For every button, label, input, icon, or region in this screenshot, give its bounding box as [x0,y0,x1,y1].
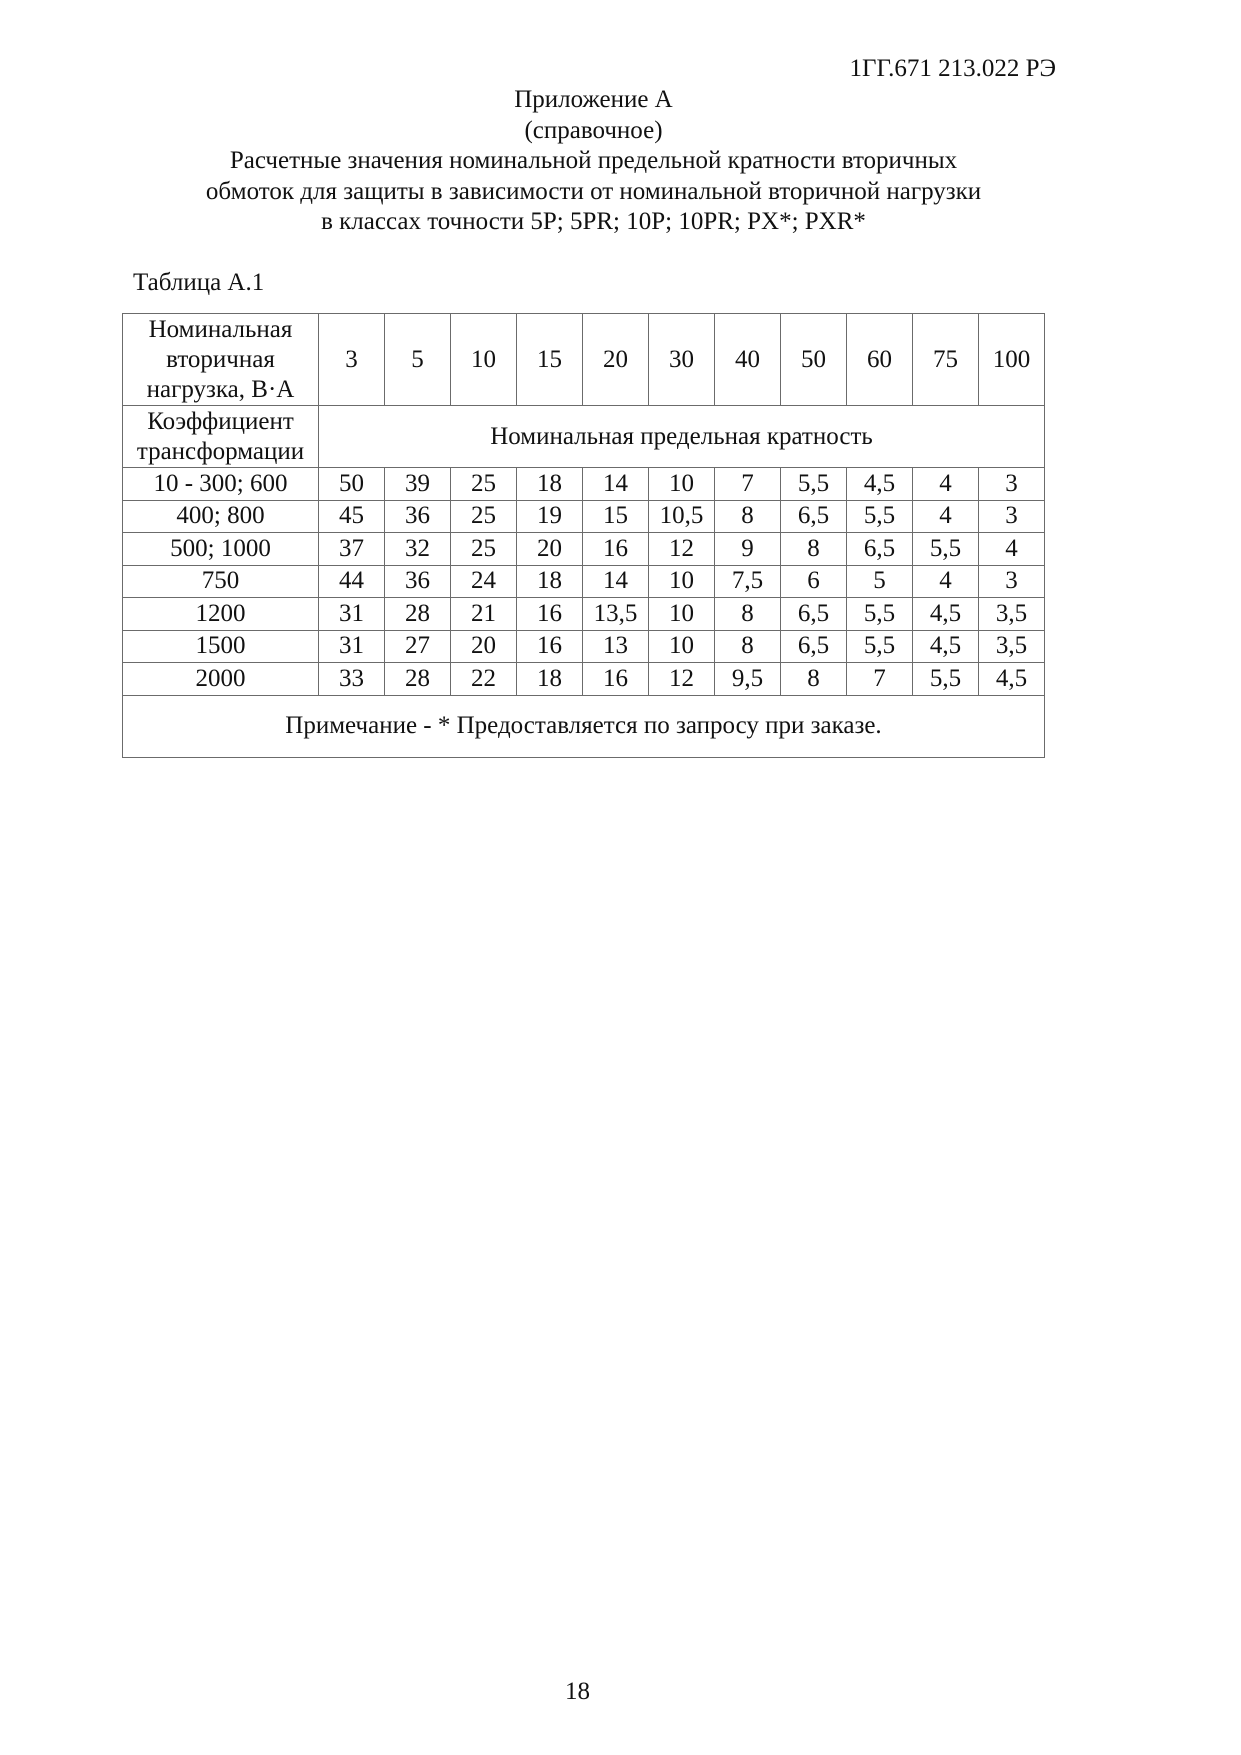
limit-factor-cell: 3,5 [979,598,1045,631]
ratio-cell: 1500 [123,630,319,663]
limit-factor-cell: 12 [649,663,715,696]
limit-factor-cell: 28 [385,598,451,631]
limit-factor-cell: 4 [979,533,1045,566]
load-value-cell: 75 [913,314,979,406]
limit-factor-cell: 4 [913,500,979,533]
load-header-cell [123,314,319,406]
limit-factor-cell: 6,5 [847,533,913,566]
load-value-cell: 100 [979,314,1045,406]
limit-factor-cell: 18 [517,663,583,696]
table-row [123,663,1045,696]
limit-factor-cell: 7 [715,468,781,501]
limit-factor-cell: 22 [451,663,517,696]
limit-factor-cell: 10 [649,630,715,663]
limit-factor-cell: 20 [451,630,517,663]
note-row [123,695,1045,757]
limit-factor-cell: 12 [649,533,715,566]
limit-factor-cell: 8 [781,663,847,696]
ratio-header-cell [123,406,319,468]
limit-factor-cell: 8 [715,598,781,631]
accuracy-limit-factor-table [122,313,1045,758]
load-value-cell: 60 [847,314,913,406]
limit-factor-cell: 9 [715,533,781,566]
ratio-cell: 2000 [123,663,319,696]
limit-factor-cell: 4 [913,565,979,598]
load-value-cell: 30 [649,314,715,406]
ratio-cell: 500; 1000 [123,533,319,566]
table-row [123,630,1045,663]
limit-factor-cell: 9,5 [715,663,781,696]
load-header-line: вторичная [166,345,275,373]
limit-factor-cell: 4,5 [913,630,979,663]
limit-factor-cell: 44 [319,565,385,598]
load-value-cell: 5 [385,314,451,406]
limit-factor-cell: 33 [319,663,385,696]
limit-factor-cell: 4 [913,468,979,501]
load-header-row [123,314,1045,406]
limit-factor-cell: 10 [649,565,715,598]
load-header-line: Номинальная [148,315,293,343]
limit-factor-cell: 16 [583,663,649,696]
limit-factor-cell: 8 [715,500,781,533]
limit-factor-cell: 19 [517,500,583,533]
limit-factor-cell: 18 [517,565,583,598]
ratio-cell: 1200 [123,598,319,631]
limit-factor-cell: 10 [649,598,715,631]
limit-factor-cell: 5,5 [781,468,847,501]
limit-factor-cell: 6 [781,565,847,598]
table-row [123,598,1045,631]
load-value-cell: 50 [781,314,847,406]
appendix-title-line: в классах точности 5P; 5PR; 10P; 10PR; PX*; PXR* [321,208,866,235]
limit-factor-cell: 3 [979,500,1045,533]
limit-factor-cell: 10,5 [649,500,715,533]
limit-factor-cell: 24 [451,565,517,598]
limit-factor-cell: 39 [385,468,451,501]
ratio-cell: 400; 800 [123,500,319,533]
limit-factor-cell: 13,5 [583,598,649,631]
limit-factor-cell: 31 [319,630,385,663]
limit-factor-cell: 16 [583,533,649,566]
values-header-cell: Номинальная предельная кратность [319,406,1045,468]
limit-factor-cell: 5,5 [913,663,979,696]
limit-factor-cell: 20 [517,533,583,566]
table-caption: Таблица А.1 [133,269,265,296]
limit-factor-cell: 13 [583,630,649,663]
limit-factor-cell: 6,5 [781,598,847,631]
limit-factor-cell: 32 [385,533,451,566]
limit-factor-cell: 28 [385,663,451,696]
limit-factor-cell: 7 [847,663,913,696]
appendix-type: (справочное) [524,116,663,144]
limit-factor-cell: 14 [583,468,649,501]
limit-factor-cell: 5,5 [913,533,979,566]
limit-factor-cell: 36 [385,565,451,598]
limit-factor-cell: 21 [451,598,517,631]
limit-factor-cell: 15 [583,500,649,533]
limit-factor-cell: 16 [517,630,583,663]
limit-factor-cell: 8 [715,630,781,663]
load-value-cell: 20 [583,314,649,406]
limit-factor-cell: 3 [979,565,1045,598]
limit-factor-cell: 4,5 [847,468,913,501]
ratio-cell: 10 - 300; 600 [123,468,319,501]
limit-factor-cell: 4,5 [913,598,979,631]
limit-factor-cell: 37 [319,533,385,566]
limit-factor-cell: 25 [451,468,517,501]
table-row [123,533,1045,566]
limit-factor-cell: 25 [451,533,517,566]
ratio-header-line: Коэффициент [147,407,294,435]
appendix-title-line: обмоток для защиты в зависимости от номинальной вторичной нагрузки [205,177,982,205]
table-row [123,468,1045,501]
limit-factor-cell: 10 [649,468,715,501]
ratio-cell: 750 [123,565,319,598]
limit-factor-cell: 16 [517,598,583,631]
table-row [123,500,1045,533]
document-code: 1ГГ.671 213.022 РЭ [849,55,1056,82]
limit-factor-cell: 6,5 [781,500,847,533]
limit-factor-cell: 4,5 [979,663,1045,696]
load-value-cell: 40 [715,314,781,406]
ratio-header-line: трансформации [136,437,305,465]
table-row [123,565,1045,598]
limit-factor-cell: 31 [319,598,385,631]
limit-factor-cell: 7,5 [715,565,781,598]
limit-factor-cell: 3 [979,468,1045,501]
limit-factor-cell: 45 [319,500,385,533]
limit-factor-cell: 8 [781,533,847,566]
limit-factor-cell: 5,5 [847,598,913,631]
load-value-cell: 10 [451,314,517,406]
limit-factor-cell: 14 [583,565,649,598]
limit-factor-cell: 50 [319,468,385,501]
appendix-title-line: Расчетные значения номинальной предельной кратности вторичных [229,147,958,174]
page-number: 18 [565,1678,590,1705]
limit-factor-cell: 5 [847,565,913,598]
limit-factor-cell: 27 [385,630,451,663]
load-header-line: нагрузка, В·А [146,375,295,403]
limit-factor-cell: 5,5 [847,500,913,533]
load-value-cell: 15 [517,314,583,406]
ratio-header-row [123,406,1045,468]
limit-factor-cell: 25 [451,500,517,533]
limit-factor-cell: 6,5 [781,630,847,663]
load-value-cell: 3 [319,314,385,406]
table-note: Примечание - * Предоставляется по запросу при заказе. [123,695,1045,757]
appendix-title-block [0,85,1187,238]
limit-factor-cell: 36 [385,500,451,533]
limit-factor-cell: 18 [517,468,583,501]
appendix-heading: Приложение А [514,86,673,113]
limit-factor-cell: 3,5 [979,630,1045,663]
limit-factor-cell: 5,5 [847,630,913,663]
